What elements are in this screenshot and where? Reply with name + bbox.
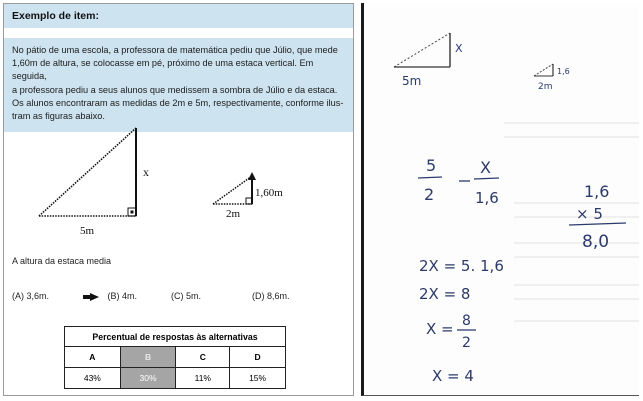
correct-answer-arrow-icon xyxy=(90,293,99,301)
exam-item-panel xyxy=(3,3,354,396)
sketch-big-height: X xyxy=(455,42,463,55)
prompt-line: 1,60m de altura, se colocasse em pé, próximo de uma estaca vertical. Em seguida, xyxy=(12,58,314,82)
sketch-small-triangle xyxy=(534,64,570,92)
option-c xyxy=(171,291,201,301)
table-cell: C xyxy=(176,347,230,368)
table-row xyxy=(65,368,286,389)
fraction-denominator: 1,6 xyxy=(475,189,499,207)
fraction-numerator: 8 xyxy=(462,313,471,329)
small-base-label: 2m xyxy=(226,208,241,220)
table-cell: 11% xyxy=(176,368,230,389)
prompt-line: Os alunos encontraram as medidas de 2m e 5m, respectivamente, conforme ilus- xyxy=(12,97,344,108)
table-row xyxy=(65,347,286,368)
solve-fraction xyxy=(426,313,476,351)
prompt-line: a professora pediu a seus alunos que medissem a sombra de Júlio e da estaca. xyxy=(12,84,338,95)
multiplier: × 5 xyxy=(576,205,603,223)
solve-lhs: X = xyxy=(426,320,454,338)
table-cell: D xyxy=(230,347,286,368)
option-b xyxy=(90,291,137,301)
option-text: 8,6m. xyxy=(267,291,290,301)
option-a xyxy=(12,291,49,301)
product: 8,0 xyxy=(582,232,610,252)
option-text: 5m. xyxy=(186,291,202,301)
prompt-line: tram as figuras abaixo. xyxy=(12,111,105,122)
table-cell: A xyxy=(65,347,121,368)
handwritten-solution-panel xyxy=(361,3,639,396)
step-line: 2X = 5. 1,6 xyxy=(419,257,504,275)
proportion-equation xyxy=(418,156,499,207)
prompt-line: No pátio de uma escola, a professora de matemática pediu que Júlio, que mede xyxy=(12,45,338,55)
fraction-numerator: X xyxy=(480,158,491,177)
multiplicand: 1,6 xyxy=(584,182,610,201)
table-cell: 43% xyxy=(65,368,121,389)
option-letter: (B) xyxy=(107,291,120,301)
sketch-small-base: 2m xyxy=(538,82,553,92)
table-title: Percentual de respostas às alternativas xyxy=(65,327,286,347)
table-cell-highlighted: B xyxy=(120,347,176,368)
option-letter: (C) xyxy=(171,291,184,301)
option-text: 4m. xyxy=(122,291,138,301)
option-letter: (A) xyxy=(12,291,24,301)
handwriting-canvas xyxy=(364,3,639,395)
big-height-label: x xyxy=(143,165,149,179)
small-triangle xyxy=(213,172,283,220)
sketch-big-base: 5m xyxy=(402,74,422,88)
small-height-label: 1,60m xyxy=(255,187,283,199)
big-hypotenuse xyxy=(39,128,136,216)
table-cell-highlighted: 30% xyxy=(120,368,176,389)
option-text: 3,6m. xyxy=(26,291,50,301)
table-cell: 15% xyxy=(230,368,286,389)
big-base-label: 5m xyxy=(80,225,95,236)
option-letter: (D) xyxy=(252,291,265,301)
fraction-denominator: 2 xyxy=(424,185,435,204)
question-text: A altura da estaca media xyxy=(12,256,112,266)
final-answer: X = 4 xyxy=(432,367,474,385)
response-percent-table xyxy=(64,326,286,389)
sketch-small-height: 1,6 xyxy=(557,67,570,76)
person-arrow-head xyxy=(248,172,256,180)
big-triangle xyxy=(39,128,149,236)
fraction-denominator: 2 xyxy=(462,335,471,351)
triangle-figures xyxy=(4,116,353,236)
option-d xyxy=(252,291,290,301)
item-title: Exemplo de item: xyxy=(4,4,353,28)
sketch-big-triangle xyxy=(394,33,463,88)
fraction-numerator: 5 xyxy=(426,156,437,175)
step-line: 2X = 8 xyxy=(419,285,471,303)
